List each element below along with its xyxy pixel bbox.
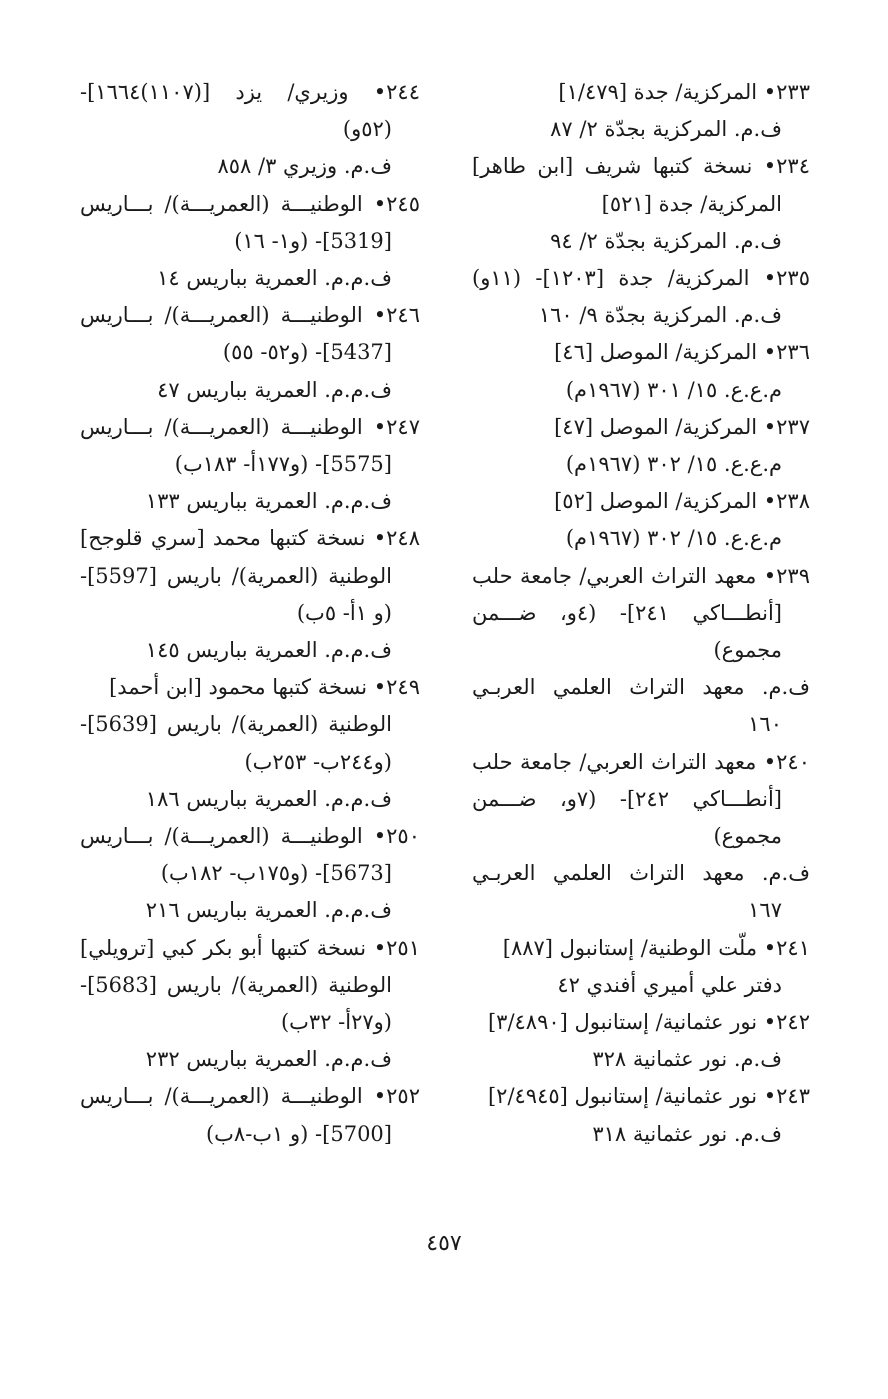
text-line: [5673]- (و١٧٥ب- ١٨٢ب) (160, 861, 392, 886)
text-line: ف.م.م. العمرية بباريس ٤٧ (157, 377, 392, 402)
text-line: ٢٤٣• نور عثمانية/ إستانبول [٢/٤٩٤٥] (487, 1084, 810, 1109)
text-line: (و٢٤٤ب- ٢٥٣ب) (244, 749, 392, 774)
text-line: ٢٣٣• المركزية/ جدة [١/٤٧٩] (558, 80, 810, 104)
text-line: [5319]- (و١- ١٦) (234, 228, 392, 253)
text-line: م.ع.ع. ١٥/ ٣٠٢ (١٩٦٧م) (565, 452, 782, 477)
right-column (472, 74, 810, 1153)
text-line: [5437]- (و٥٢- ٥٥) (222, 340, 392, 365)
text-line: ٢٤٩• نسخة كتبها محمود [ابن أحمد] (109, 675, 420, 700)
text-line: [5575]- (و١٧٧أ- ١٨٣ب) (174, 452, 392, 477)
text-line: ٢٤٤• وزيري/ يزد [(١١٠٧)١٦٦٤]- (80, 80, 420, 104)
text-line: [أنطـــاكي ٢٤١]- (٤و، ضـــمن (472, 600, 782, 625)
text-line: ٢٣٦• المركزية/ الموصل [٤٦] (554, 340, 810, 365)
text-line: ٢٣٤• نسخة كتبها شريف [ابن طاهر] (472, 154, 810, 179)
text-line: ٢٣٨• المركزية/ الموصل [٥٢] (554, 489, 810, 514)
text-line: ف.م. نور عثمانية ٣٢٨ (592, 1047, 782, 1072)
text-line: ٢٤٦• الوطنيـــة (العمريـــة)/ بـــاريس (80, 303, 420, 328)
text-line: ٢٤٨• نسخة كتبها محمد [سري قلوجح] (80, 526, 420, 551)
text-line: [5700]- (و ١ب-٨ب) (205, 1121, 392, 1146)
text-line: ف.م. نور عثمانية ٣١٨ (592, 1121, 782, 1146)
text-line: ٢٤١• ملّت الوطنية/ إستانبول [٨٨٧] (502, 935, 810, 960)
text-line: ٢٣٥• المركزية/ جدة [١٢٠٣]- (١١و) (472, 266, 810, 291)
text-line: ف.م.م. العمرية بباريس ٢١٦ (145, 898, 392, 923)
text-line: (و٢٧أ- ٣٢ب) (280, 1010, 392, 1035)
page-number: ٤٥٧ (426, 1231, 462, 1256)
text-line: ٢٥٠• الوطنيـــة (العمريـــة)/ بـــاريس (80, 824, 420, 849)
text-line: ٢٤٧• الوطنيـــة (العمريـــة)/ بـــاريس (80, 414, 420, 439)
text-line: ٢٥١• نسخة كتبها أبو بكر كبي [ترويلي] (80, 935, 420, 960)
text-line: ف.م.م. العمرية بباريس ١٨٦ (145, 786, 392, 811)
text-line: مجموع) (713, 824, 782, 849)
text-line: ف.م.م. العمرية بباريس ١٤٥ (145, 638, 392, 663)
text-line: ف.م. المركزية بجدّة ٢/ ٩٤ (550, 228, 782, 253)
text-line: ١٦٠ (748, 712, 782, 737)
text-line: ٢٣٧• المركزية/ الموصل [٤٧] (554, 414, 810, 439)
text-line: ١٦٧ (748, 898, 782, 923)
text-line: مجموع) (713, 638, 782, 663)
text-line: (٥٢و) (342, 117, 392, 142)
text-line: ف.م. وزيري ٣/ ٨٥٨ (217, 154, 392, 179)
text-line: ف.م. المركزية بجدّة ٩/ ١٦٠ (538, 303, 782, 328)
text-line: ف.م.م. العمرية بباريس ٢٣٢ (145, 1047, 392, 1072)
text-line: ٢٥٢• الوطنيـــة (العمريـــة)/ بـــاريس (80, 1084, 420, 1109)
text-line: [أنطـــاكي ٢٤٢]- (٧و، ضـــمن (472, 786, 782, 811)
text-line: ف.م. معهد التراث العلمي العربـي (472, 861, 810, 886)
text-line: ٢٤٢• نور عثمانية/ إستانبول [٣/٤٨٩٠] (487, 1010, 810, 1035)
text-line: الوطنية (العمرية)/ باريس [5639]- (80, 712, 392, 737)
text-line: ٢٤٥• الوطنيـــة (العمريـــة)/ بـــاريس (80, 191, 420, 216)
text-line: ف.م.م. العمرية بباريس ١٣٣ (145, 489, 392, 514)
text-line: دفتر علي أميري أفندي ٤٢ (557, 972, 782, 997)
text-line: م.ع.ع. ١٥/ ٣٠١ (١٩٦٧م) (565, 377, 782, 402)
text-line: المركزية/ جدة [٥٢١] (601, 191, 782, 216)
text-line: الوطنية (العمرية)/ باريس [5683]- (80, 972, 392, 997)
text-line: (و ١أ- ٥ب) (296, 600, 392, 625)
text-line: الوطنية (العمرية)/ باريس [5597]- (80, 563, 392, 588)
text-line: ف.م. المركزية بجدّة ٢/ ٨٧ (550, 117, 782, 142)
text-line: ٢٤٠• معهد التراث العربي/ جامعة حلب (472, 749, 810, 774)
text-line: ف.م. معهد التراث العلمي العربـي (472, 675, 810, 700)
text-line: ٢٣٩• معهد التراث العربي/ جامعة حلب (472, 563, 810, 588)
text-line: م.ع.ع. ١٥/ ٣٠٢ (١٩٦٧م) (565, 526, 782, 551)
text-line: ف.م.م. العمرية بباريس ١٤ (157, 266, 392, 291)
left-column (80, 74, 420, 1153)
